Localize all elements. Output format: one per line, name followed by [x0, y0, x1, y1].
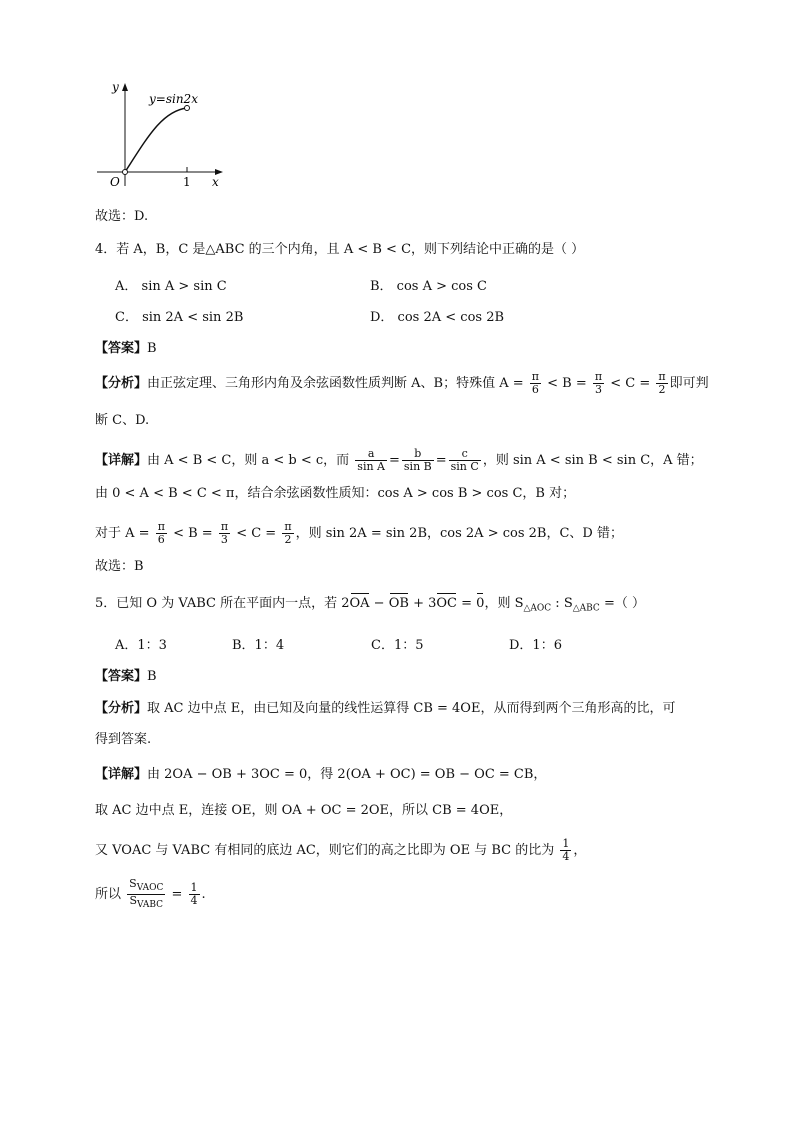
q4-detail-line2: 由 0 < A < B < C < π，结合余弦函数性质知：cos A > cos B > cos C，B 对； — [95, 486, 576, 501]
q5-detail-line4: 所以 $\frac{S_{VAOC}}{S_{VABC}}$ = $\frac{1}{4}$ . — [95, 877, 206, 911]
q5-answer — [95, 668, 157, 686]
fraction-1-4-final: $\frac{1}{4}$ — [190, 881, 198, 908]
q5-analysis-line1: 【分析】取 AC 边中点 E，由已知及向量的线性运算得 CB = 4OE，从而得到两个三角形高的比，可 — [95, 701, 676, 716]
origin-open-dot — [123, 170, 128, 175]
q4-answer — [95, 340, 157, 358]
sine-graph — [92, 78, 232, 198]
fraction-pi-6: $\frac{\pi}{6}$ — [157, 520, 165, 546]
fraction-area-ratio: $\frac{S_{VAOC}}{S_{VABC}}$ — [129, 877, 164, 911]
q4-option-c: C． sin 2A < sin 2B — [115, 310, 244, 325]
q5-option-d: D．1：6 — [509, 638, 562, 653]
answer-tag: 【答案】 — [95, 341, 148, 356]
q5-detail-line1: 【详解】由 2OA − OB + 3OC = 0，得 2(OA + OC) = OB − OC = CB， — [95, 767, 547, 782]
fraction-b-sinB: $\frac{b}{\text{sin B}}$ — [403, 447, 432, 473]
detail-tag: 【详解】 — [95, 453, 148, 468]
q3-conclusion: 故选：D. — [95, 209, 149, 224]
q5-detail-line3: 又 VOAC 与 VABC 有相同的底边 AC，则它们的高之比即为 OE 与 BC 的比为 $\frac{1}{4}$ ， — [95, 837, 587, 863]
q4-option-b: B． cos A > cos C — [370, 279, 488, 294]
fraction-pi-2: $\frac{\pi}{2}$ — [284, 520, 292, 546]
q4-analysis-line2: 断 C、D. — [95, 413, 150, 428]
q4-option-a: A． sin A > sin C — [115, 279, 227, 294]
q5-option-a: A．1：3 — [115, 638, 167, 653]
fraction-pi-6: $\frac{\pi}{6}$ — [531, 370, 540, 396]
curve-label: y=sin2x — [149, 92, 198, 106]
analysis-text: 由正弦定理、三角形内角及余弦函数性质判断 A、B；特殊值 A = — [147, 376, 524, 391]
q4-detail-line1: 【详解】由 A < B < C，则 a < b < c，而 $\frac{a}{\text{sin A}}$ = $\frac{b}{\text{sin B}}$ = $\frac{c}{\text{sin C}}$ ，则 sin A < sin B < sin C，A 错； — [95, 447, 703, 473]
fraction-a-sinA: $\frac{a}{\text{sin A}}$ — [357, 447, 385, 473]
fraction-pi-3: $\frac{\pi}{3}$ — [594, 370, 603, 396]
q5-detail-line2: 取 AC 边中点 E，连接 OE，则 OA + OC = 2OE，所以 CB = 4OE， — [95, 803, 513, 818]
fraction-pi-3: $\frac{\pi}{3}$ — [220, 520, 229, 546]
q5-option-c: C．1：5 — [371, 638, 424, 653]
answer-value: B — [147, 669, 157, 684]
answer-tag: 【答案】 — [95, 669, 148, 684]
q4-stem: 4．若 A，B，C 是△ABC 的三个内角，且 A < B < C，则下列结论中正确的是（ ） — [95, 242, 585, 257]
analysis-tag: 【分析】 — [95, 701, 148, 716]
y-axis-arrow — [122, 83, 128, 91]
fraction-1-4: $\frac{1}{4}$ — [562, 837, 570, 863]
tick-label: 1 — [183, 175, 191, 189]
q5-analysis-line2: 得到答案. — [95, 732, 152, 747]
fraction-pi-2: $\frac{\pi}{2}$ — [658, 370, 666, 396]
endpoint-open-dot — [185, 106, 190, 111]
q4-detail-line3: 对于 A = $\frac{\pi}{6}$ < B = $\frac{\pi}{3}$ < C = $\frac{\pi}{2}$ ，则 sin 2A = sin 2B，cos 2A > cos 2B，C、D 错； — [95, 520, 623, 546]
analysis-tag: 【分析】 — [95, 376, 148, 391]
fraction-c-sinC: $\frac{c}{\text{sin C}}$ — [450, 447, 479, 473]
sine-curve — [125, 108, 187, 172]
origin-label: O — [110, 175, 120, 189]
answer-value: B — [147, 341, 157, 356]
x-label: x — [212, 175, 219, 189]
q5-stem: 5．已知 O 为 VABC 所在平面内一点，若 2OA − OB + 3OC = 0，则 $S_{\triangle AOC}$ : $S_{\triangle ABC}$ =（ ） — [95, 596, 645, 614]
q4-analysis-line1: 【分析】由正弦定理、三角形内角及余弦函数性质判断 A、B；特殊值 A = $\frac{\pi}{6}$ < B = $\frac{\pi}{3}$ < C = $\frac{\pi}{2}$ 即可判 — [95, 370, 709, 396]
q5-option-b: B．1：4 — [232, 638, 285, 653]
detail-tag: 【详解】 — [95, 767, 148, 782]
y-label: y — [112, 80, 119, 94]
q4-conclusion: 故选：B — [95, 559, 144, 574]
q4-option-d: D． cos 2A < cos 2B — [370, 310, 505, 325]
